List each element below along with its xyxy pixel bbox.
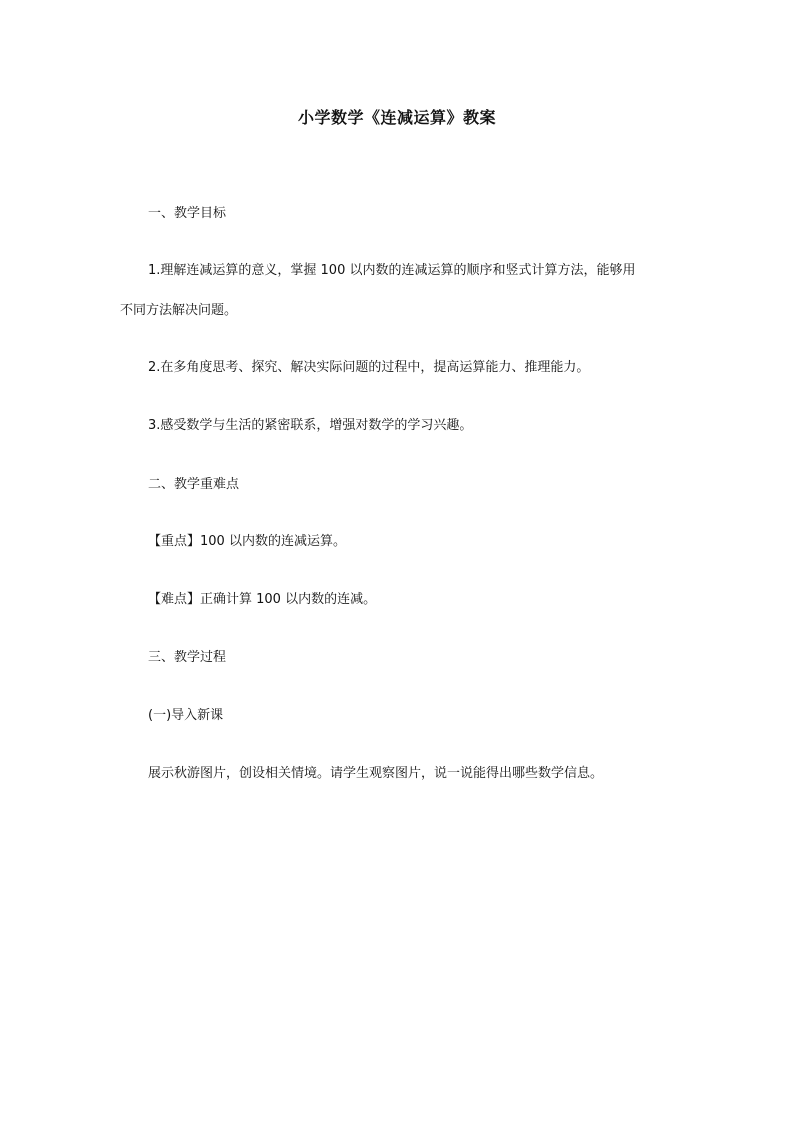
difficult-point: 【难点】正确计算 100 以内数的连减。 xyxy=(148,592,377,607)
section-heading-objectives: 一、教学目标 xyxy=(148,206,227,221)
intro-paragraph: 展示秋游图片，创设相关情境。请学生观察图片，说一说能得出哪些数学信息。 xyxy=(148,766,604,781)
objective-1-line-2: 不同方法解决问题。 xyxy=(120,303,238,318)
document-title: 小学数学《连减运算》教案 xyxy=(297,108,496,127)
key-point: 【重点】100 以内数的连减运算。 xyxy=(148,534,346,549)
section-heading-key-points: 二、教学重难点 xyxy=(148,477,240,492)
objective-3: 3.感受数学与生活的紧密联系，增强对数学的学习兴趣。 xyxy=(148,418,473,433)
objective-1-line-1: 1.理解连减运算的意义，掌握 100 以内数的连减运算的顺序和竖式计算方法，能够用 xyxy=(148,263,636,278)
section-heading-process: 三、教学过程 xyxy=(148,650,227,665)
subsection-heading-intro: (一)导入新课 xyxy=(148,708,224,723)
objective-2: 2.在多角度思考、探究、解决实际问题的过程中，提高运算能力、推理能力。 xyxy=(148,360,590,375)
